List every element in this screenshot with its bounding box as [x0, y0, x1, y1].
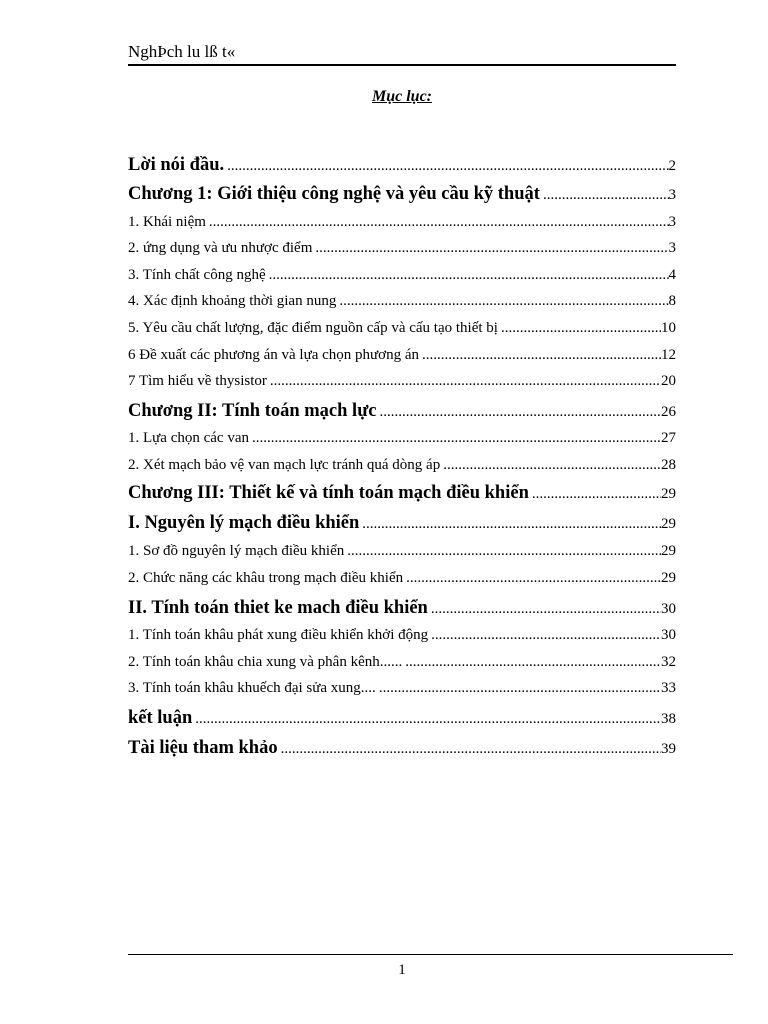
- toc-entry-label: 1. Sơ đồ nguyên lý mạch điều khiển: [128, 543, 345, 559]
- toc-entry-page: 27: [661, 430, 676, 446]
- toc-leader-dots: [431, 601, 661, 618]
- toc-entry[interactable]: [128, 293, 676, 310]
- toc-entry-label: 2. ứng dụng và ưu nhược điểm: [128, 240, 313, 256]
- toc-entry-page: 29: [661, 486, 676, 502]
- toc-leader-dots: [431, 627, 661, 644]
- toc-entry-label: 3. Tính toán khâu khuếch đại sửa xung....: [128, 680, 376, 696]
- toc-leader-dots: [347, 543, 661, 560]
- toc-entry-label: II. Tính toán thiet ke mach điều khiển: [128, 598, 428, 618]
- toc-leader-dots: [209, 214, 669, 231]
- toc-entry-page: 12: [661, 347, 676, 363]
- toc-entry-label: Chương III: Thiết kế và tính toán mạch điều khiển: [128, 483, 529, 503]
- toc-leader-dots: [422, 347, 661, 364]
- toc-entry[interactable]: [128, 320, 676, 337]
- toc-entry-page: 20: [661, 373, 676, 389]
- toc-entry-page: 29: [661, 516, 676, 532]
- toc-leader-dots: [195, 711, 661, 728]
- toc-leader-dots: [380, 404, 661, 421]
- toc-leader-dots: [405, 654, 661, 671]
- toc-entry-page: 38: [661, 711, 676, 727]
- toc-entry[interactable]: [128, 570, 676, 587]
- toc-entry[interactable]: [128, 184, 676, 205]
- toc-leader-dots: [362, 516, 661, 533]
- toc-leader-dots: [379, 680, 661, 697]
- running-header: NghÞch lu lß t«: [128, 42, 236, 61]
- toc-entry-page: 3: [668, 214, 676, 230]
- toc-entry-label: 6 Đề xuất các phương án và lựa chọn phương án: [128, 347, 419, 363]
- toc-entry[interactable]: [128, 543, 676, 560]
- toc-leader-dots: [270, 373, 661, 390]
- toc-entry-label: 5. Yêu cầu chất lượng, đặc điểm nguồn cấp và cấu tạo thiết bị: [128, 320, 498, 336]
- toc-entry[interactable]: [128, 627, 676, 644]
- toc-leader-dots: [532, 486, 661, 503]
- toc-entry-label: 7 Tìm hiểu về thysistor: [128, 373, 267, 389]
- toc-entry-page: 3: [668, 187, 676, 203]
- toc-entry-label: Lời nói đầu.: [128, 155, 225, 175]
- toc-entry-label: 1. Khái niệm: [128, 214, 206, 230]
- toc-entry[interactable]: [128, 373, 676, 390]
- toc-leader-dots: [443, 457, 661, 474]
- toc-entry-page: 33: [661, 680, 676, 696]
- toc-entry[interactable]: [128, 513, 676, 534]
- toc-entry[interactable]: [128, 267, 676, 284]
- toc-entry-label: 2. Tính toán khâu chia xung và phân kênh......: [128, 654, 403, 670]
- toc-entry[interactable]: [128, 457, 676, 474]
- page-number: 1: [398, 962, 406, 978]
- toc-entry-page: 26: [661, 404, 676, 420]
- toc-entry[interactable]: [128, 155, 676, 176]
- toc-entry-page: 28: [661, 457, 676, 473]
- toc-entry-page: 2: [668, 158, 676, 174]
- toc-entry-page: 39: [661, 741, 676, 757]
- toc-entry-page: 10: [661, 320, 676, 336]
- toc-entry-page: 3: [668, 240, 676, 256]
- toc-entry-page: 32: [661, 654, 676, 670]
- toc-leader-dots: [501, 320, 661, 337]
- toc-entry[interactable]: [128, 214, 676, 231]
- toc-entry[interactable]: [128, 347, 676, 364]
- toc-entry[interactable]: [128, 598, 676, 619]
- toc-leader-dots: [315, 240, 668, 257]
- toc-entry-label: 2. Chức năng các khâu trong mạch điều khiển: [128, 570, 404, 586]
- toc-entry[interactable]: [128, 430, 676, 447]
- toc-entry[interactable]: [128, 483, 676, 504]
- toc-entry-label: 1. Lựa chọn các van: [128, 430, 249, 446]
- toc-entry-label: 4. Xác định khoảng thời gian nung: [128, 293, 337, 309]
- toc-leader-dots: [269, 267, 669, 284]
- toc-entry-page: 29: [661, 570, 676, 586]
- toc-entry-page: 4: [668, 267, 676, 283]
- toc-leader-dots: [406, 570, 661, 587]
- toc-leader-dots: [281, 741, 661, 758]
- toc-leader-dots: [227, 158, 668, 175]
- toc-entry-label: Chương II: Tính toán mạch lực: [128, 401, 377, 421]
- toc-entry-label: 1. Tính toán khâu phát xung điều khiển khởi động: [128, 627, 429, 643]
- toc-entry-label: Chương 1: Giới thiệu công nghệ và yêu cầu kỹ thuật: [128, 184, 540, 204]
- toc-entry-page: 29: [661, 543, 676, 559]
- toc-entry[interactable]: [128, 240, 676, 257]
- toc-entry[interactable]: [128, 680, 676, 697]
- toc-entry-page: 30: [661, 627, 676, 643]
- toc-entry[interactable]: [128, 654, 676, 671]
- header-rule: [128, 64, 676, 66]
- toc-entry-label: Tài liệu tham khảo: [128, 738, 278, 758]
- toc-leader-dots: [252, 430, 661, 447]
- toc-entry-page: 8: [668, 293, 676, 309]
- toc-entry-page: 30: [661, 601, 676, 617]
- toc-entry[interactable]: [128, 738, 676, 759]
- toc-entry-label: kết luận: [128, 708, 193, 728]
- toc-entry-label: 2. Xét mạch bảo vệ van mạch lực tránh quá dòng áp: [128, 457, 441, 473]
- toc-entry[interactable]: [128, 708, 676, 729]
- toc-leader-dots: [543, 187, 669, 204]
- toc-leader-dots: [339, 293, 668, 310]
- toc-entry-label: 3. Tính chất công nghệ: [128, 267, 266, 283]
- toc-entry[interactable]: [128, 401, 676, 422]
- footer-rule: [128, 954, 733, 955]
- toc-entry-label: I. Nguyên lý mạch điều khiển: [128, 513, 360, 533]
- toc-title: Mục lục:: [372, 88, 432, 105]
